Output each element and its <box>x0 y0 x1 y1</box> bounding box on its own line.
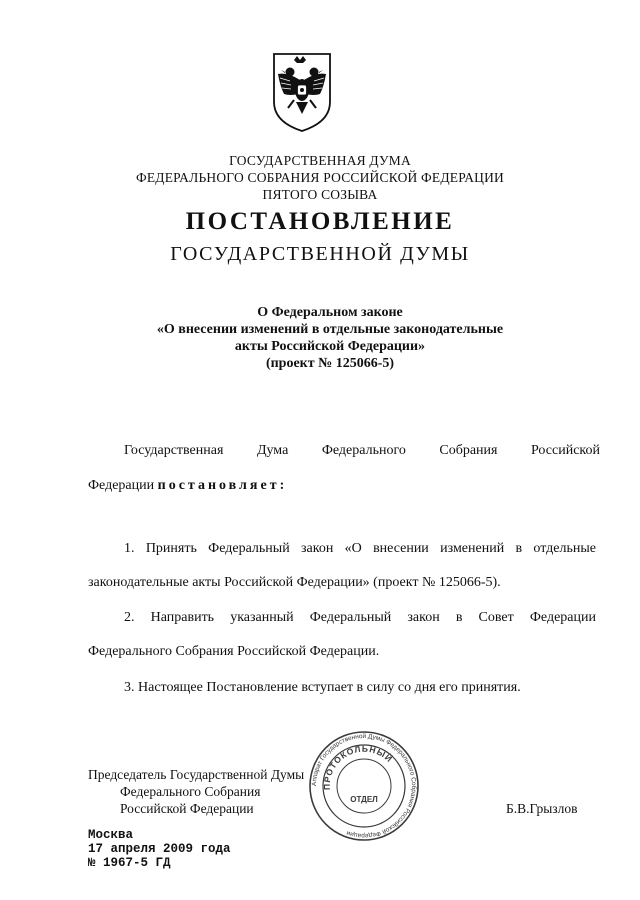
signatory-name: Б.В.Грызлов <box>506 801 578 816</box>
preamble-line-1: Государственная Дума Федерального Собрания Российской <box>124 443 600 458</box>
item-2-line-2: Федерального Собрания Российской Федерации. <box>88 644 380 659</box>
subject-line-3: акты Российской Федерации» <box>234 339 426 354</box>
signature-title-line-2: Федерального Собрания <box>120 784 261 799</box>
subject-line-1: О Федеральном законе <box>257 305 403 320</box>
item-2-line-1: 2. Направить указанный Федеральный закон в Совет Федерации <box>124 610 596 625</box>
item-3: 3. Настоящее Постановление вступает в силу со дня его принятия. <box>124 680 521 695</box>
footer-city: Москва <box>88 828 134 842</box>
seal-outer-text: Аппарат Государственной Думы Федерального Собрания Российской Федерации <box>310 732 418 840</box>
double-headed-eagle-icon <box>270 50 334 134</box>
subject-line-2: «О внесении изменений в отдельные законодательные <box>156 322 504 337</box>
seal-center-text: ОТДЕЛ <box>350 795 378 804</box>
signature-title-line-3: Российской Федерации <box>120 801 254 816</box>
page-subtitle: ГОСУДАРСТВЕННОЙ ДУМЫ <box>170 243 470 265</box>
item-1-line-2: законодательные акты Российской Федерации» (проект № 125066-5). <box>88 575 501 590</box>
header-line-convocation: ПЯТОГО СОЗЫВА <box>262 187 378 202</box>
item-1-line-1: 1. Принять Федеральный закон «О внесении изменений в отдельные <box>124 541 596 556</box>
footer-date: 17 апреля 2009 года <box>88 842 231 856</box>
header-line-assembly: ФЕДЕРАЛЬНОГО СОБРАНИЯ РОССИЙСКОЙ ФЕДЕРАЦИИ <box>136 170 504 185</box>
signature-title-line-1: Председатель Государственной Думы <box>88 767 305 782</box>
page-title: ПОСТАНОВЛЕНИЕ <box>185 208 455 235</box>
preamble-federation: Федерации <box>88 478 155 493</box>
preamble-line-2 <box>88 477 287 495</box>
seal-inner-text: ПРОТОКОЛЬНЫЙ <box>321 743 395 791</box>
footer-number: № 1967-5 ГД <box>88 856 171 870</box>
header-line-duma: ГОСУДАРСТВЕННАЯ ДУМА <box>229 153 411 168</box>
official-seal-stamp <box>308 730 420 842</box>
subject-line-4: (проект № 125066-5) <box>265 356 395 371</box>
preamble-decrees: постановляет: <box>157 478 288 493</box>
